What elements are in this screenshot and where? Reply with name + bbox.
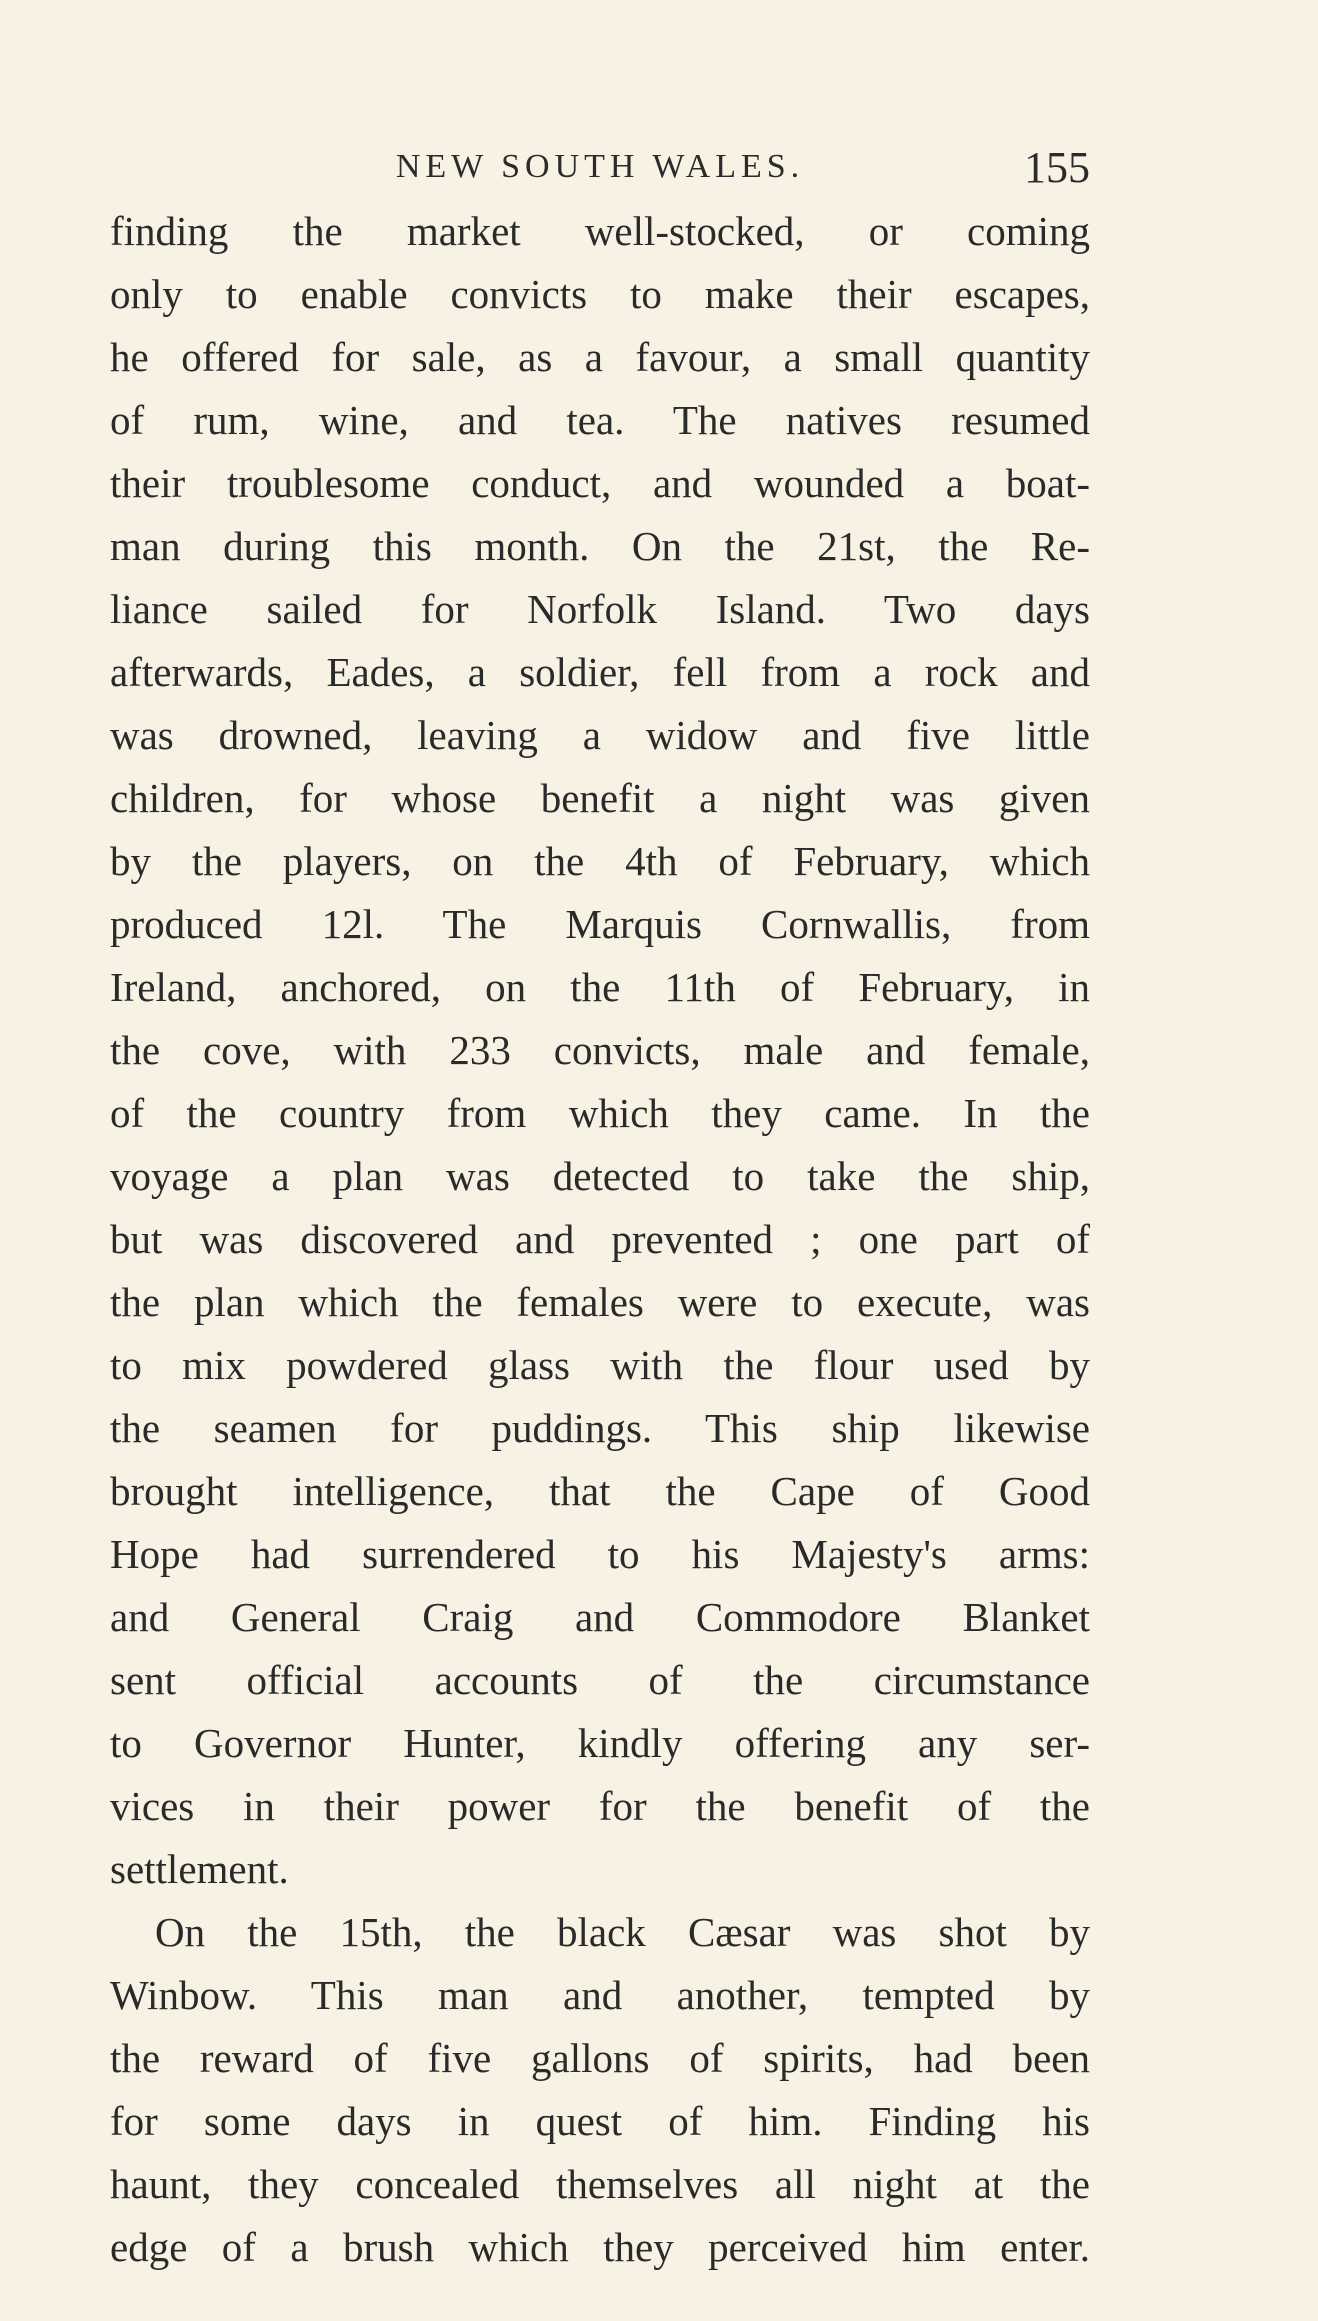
text-line: children, for whose benefit a night was given <box>110 775 1090 821</box>
text-line: liance sailed for Norfolk Island. Two days <box>110 586 1090 632</box>
text-line: afterwards, Eades, a soldier, fell from a rock and <box>110 649 1090 695</box>
text-line: man during this month. On the 21st, the Re- <box>110 523 1090 569</box>
paragraph-1 <box>110 200 1090 1901</box>
body-text <box>110 200 1090 2279</box>
text-line: and General Craig and Commodore Blanket <box>110 1594 1090 1640</box>
text-line: sent official accounts of the circumstance <box>110 1657 1090 1703</box>
text-line: haunt, they concealed themselves all night at the <box>110 2161 1090 2207</box>
text-line: their troublesome conduct, and wounded a boat- <box>110 460 1090 506</box>
text-line: he offered for sale, as a favour, a small quantity <box>110 334 1090 380</box>
page-number: 155 <box>1024 143 1090 192</box>
text-line: to Governor Hunter, kindly offering any ser- <box>110 1720 1090 1766</box>
text-line: Winbow. This man and another, tempted by <box>110 1972 1090 2018</box>
text-line: On the 15th, the black Cæsar was shot by <box>155 1909 1090 1955</box>
text-line: the seamen for puddings. This ship likewise <box>110 1405 1090 1451</box>
text-line: only to enable convicts to make their escapes, <box>110 271 1090 317</box>
text-line: to mix powdered glass with the flour used by <box>110 1342 1090 1388</box>
text-line: Ireland, anchored, on the 11th of February, in <box>110 964 1090 1010</box>
running-head: NEW SOUTH WALES. <box>395 148 805 185</box>
text-line: finding the market well-stocked, or coming <box>110 208 1090 254</box>
text-line: the cove, with 233 convicts, male and female, <box>110 1027 1090 1073</box>
text-line: Hope had surrendered to his Majesty's arms: <box>110 1531 1090 1577</box>
text-line: for some days in quest of him. Finding his <box>110 2098 1090 2144</box>
text-line: edge of a brush which they perceived him enter. <box>110 2224 1090 2270</box>
text-line: vices in their power for the benefit of the <box>110 1783 1090 1829</box>
text-line: was drowned, leaving a widow and five little <box>110 712 1090 758</box>
text-line: voyage a plan was detected to take the ship, <box>110 1153 1090 1199</box>
text-line: brought intelligence, that the Cape of Good <box>110 1468 1090 1514</box>
text-line: by the players, on the 4th of February, which <box>110 838 1090 884</box>
text-line: of rum, wine, and tea. The natives resumed <box>110 397 1090 443</box>
text-line: of the country from which they came. In the <box>110 1090 1090 1136</box>
text-line: settlement. <box>110 1846 289 1892</box>
paragraph-2 <box>110 1901 1090 2279</box>
text-line: produced 12l. The Marquis Cornwallis, from <box>110 901 1090 947</box>
page-header <box>110 140 1090 190</box>
text-line: the reward of five gallons of spirits, had been <box>110 2035 1090 2081</box>
text-line: the plan which the females were to execute, was <box>110 1279 1090 1325</box>
text-line: but was discovered and prevented ; one part of <box>110 1216 1090 1262</box>
